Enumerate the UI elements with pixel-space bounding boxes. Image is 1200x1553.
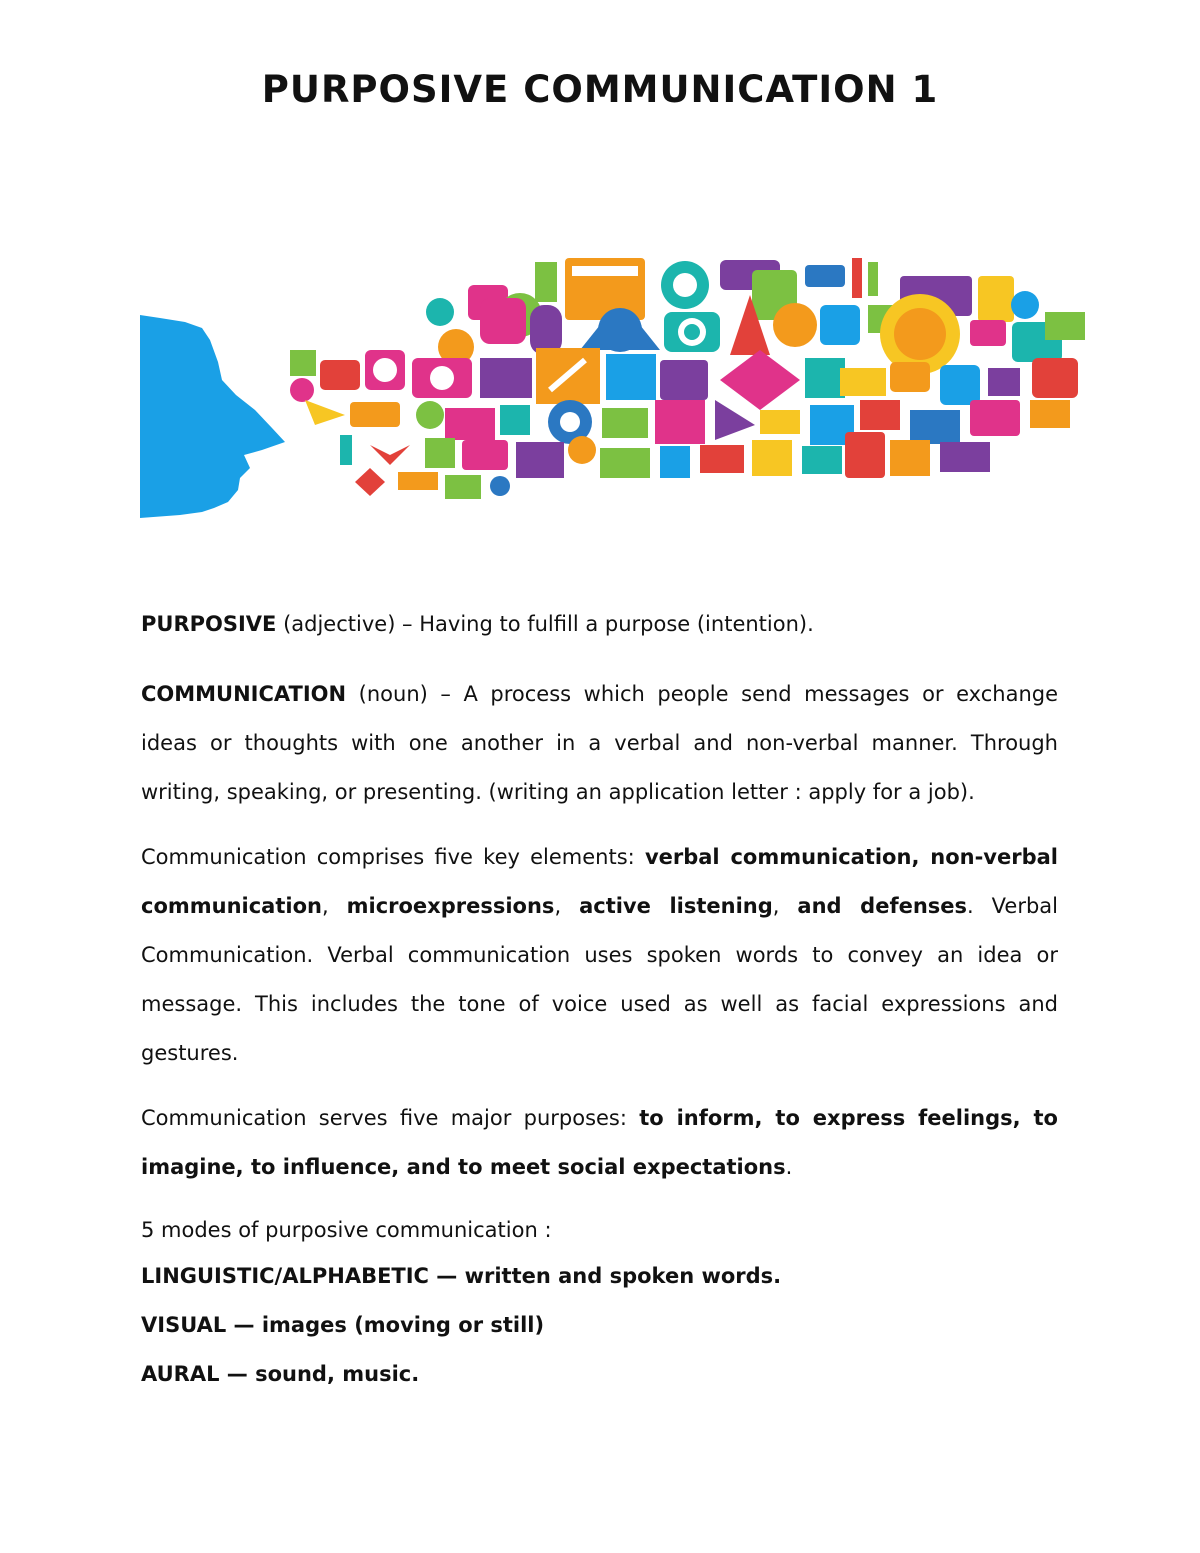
element-sep-3: ,	[554, 894, 580, 918]
purposes-paragraph	[141, 1094, 1058, 1192]
purposes-list: to inform, to express feelings, to imagine, to influence, and to meet social expectations	[141, 1106, 1058, 1179]
elements-intro: Communication comprises five key elements:	[141, 845, 645, 869]
element-sep-2: ,	[321, 894, 347, 918]
speech-cloud-icon	[280, 258, 1085, 505]
element-defenses: and defenses	[797, 894, 968, 918]
key-elements-paragraph	[141, 833, 1058, 1078]
purposes-intro: Communication serves five major purposes:	[141, 1106, 640, 1130]
elements-outro: . Verbal Communication. Verbal communication uses spoken words to convey an idea or message. This includes the tone of voice used as well as facial expressions and gestures.	[141, 894, 1058, 1065]
definition-purposive-text: (adjective) – Having to fulfill a purpose (intention).	[276, 612, 814, 636]
element-verbal: verbal communication	[644, 845, 912, 869]
element-active-listening: active listening	[579, 894, 773, 918]
communication-illustration	[140, 250, 1090, 520]
definition-communication-text: (noun) – A process which people send messages or exchange ideas or thoughts with one another in a verbal and non-verbal manner. Through writing, speaking, or presenting. (writing an application letter : apply for a job).	[141, 682, 1058, 804]
mode-visual: VISUAL — images (moving or still)	[141, 1313, 545, 1337]
document-body	[141, 606, 1058, 1399]
mode-linguistic: LINGUISTIC/ALPHABETIC — written and spoken words.	[141, 1264, 782, 1288]
term-communication: COMMUNICATION	[141, 682, 347, 706]
element-microexpressions: microexpressions	[346, 894, 555, 918]
element-sep-1: ,	[911, 845, 931, 869]
term-purposive: PURPOSIVE	[141, 612, 277, 636]
head-with-speech-cloud-icon	[140, 250, 1090, 520]
head-silhouette-icon	[140, 315, 285, 518]
mode-aural: AURAL — sound, music.	[141, 1362, 420, 1386]
definition-communication	[141, 670, 1058, 817]
element-non-verbal: non-verbal communication	[141, 845, 1058, 918]
element-sep-4: ,	[772, 894, 798, 918]
modes-intro: 5 modes of purposive communication :	[141, 1218, 552, 1242]
definition-purposive	[141, 606, 1058, 642]
purposes-end: .	[785, 1155, 793, 1179]
page-title: PURPOSIVE COMMUNICATION 1	[261, 68, 939, 111]
